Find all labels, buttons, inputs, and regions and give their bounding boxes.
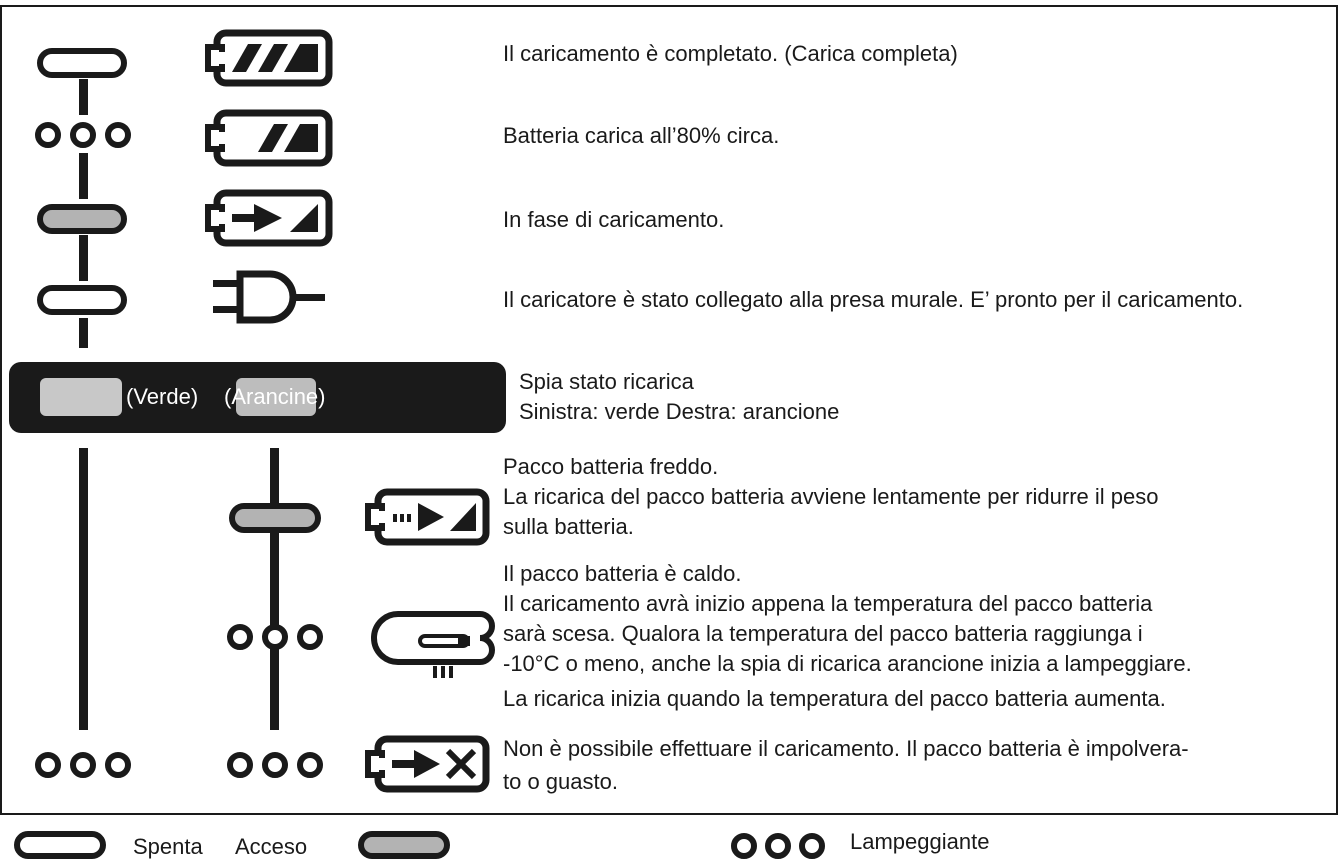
led-off-icon	[40, 288, 124, 312]
row-2-description: Batteria carica all’80% circa.	[503, 123, 780, 148]
legend-blink-label: Lampeggiante	[850, 829, 990, 854]
hot-line: -10°C o meno, anche la spia di ricarica arancione inizia a lampeggiare.	[503, 651, 1192, 676]
hot-line: sarà scesa. Qualora la temperatura del pacco batteria raggiunga i	[503, 621, 1143, 646]
cold-line: Pacco batteria freddo.	[503, 454, 719, 479]
cold-line: La ricarica del pacco batteria avviene lentamente per ridurre il peso	[503, 484, 1159, 509]
legend-off-label: Spenta	[133, 834, 203, 859]
row-4-description: Il caricatore è stato collegato alla presa murale. E’ pronto per il caricamento.	[503, 287, 1244, 312]
legend-on-label: Acceso	[235, 834, 308, 859]
led-on-icon	[40, 207, 124, 231]
led-blinking-icon	[230, 627, 320, 647]
indicator-subtitle: Sinistra: verde Destra: arancione	[519, 399, 840, 424]
led-on-icon	[232, 506, 318, 530]
battery-charging-icon	[208, 193, 329, 243]
led-blinking-icon	[38, 755, 128, 775]
hot-line: Il pacco batteria è caldo.	[503, 561, 742, 586]
hot-line: La ricarica inizia quando la temperatura del pacco batteria aumenta.	[503, 686, 1166, 711]
row-3-description: In fase di caricamento.	[503, 207, 725, 232]
led-off-icon	[40, 51, 124, 75]
led-blinking-icon	[38, 125, 128, 145]
legend-on-icon	[361, 834, 447, 856]
green-label: (Verde)	[126, 384, 199, 409]
battery-cold-charging-icon	[368, 492, 486, 542]
row-1-description: Il caricamento è completato. (Carica completa)	[503, 41, 958, 66]
battery-error-icon	[368, 739, 486, 789]
battery-80-icon	[208, 113, 329, 163]
middle-connector	[270, 448, 279, 730]
indicator-title: Spia stato ricarica	[519, 369, 694, 394]
error-line: Non è possibile effettuare il caricamento. Il pacco batteria è impolvera-	[503, 736, 1189, 761]
cold-line: sulla batteria.	[503, 514, 634, 539]
legend-blink-icon	[734, 836, 822, 856]
hot-line: Il caricamento avrà inizio appena la temperatura del pacco batteria	[503, 591, 1153, 616]
green-led-swatch	[40, 378, 122, 416]
error-line: to o guasto.	[503, 769, 618, 794]
thermometer-hot-icon	[374, 614, 492, 678]
legend-off-icon	[17, 834, 103, 856]
led-blinking-icon	[230, 755, 320, 775]
plug-icon	[213, 274, 325, 320]
battery-full-icon	[208, 33, 329, 83]
orange-label: (Arancine)	[224, 384, 326, 409]
